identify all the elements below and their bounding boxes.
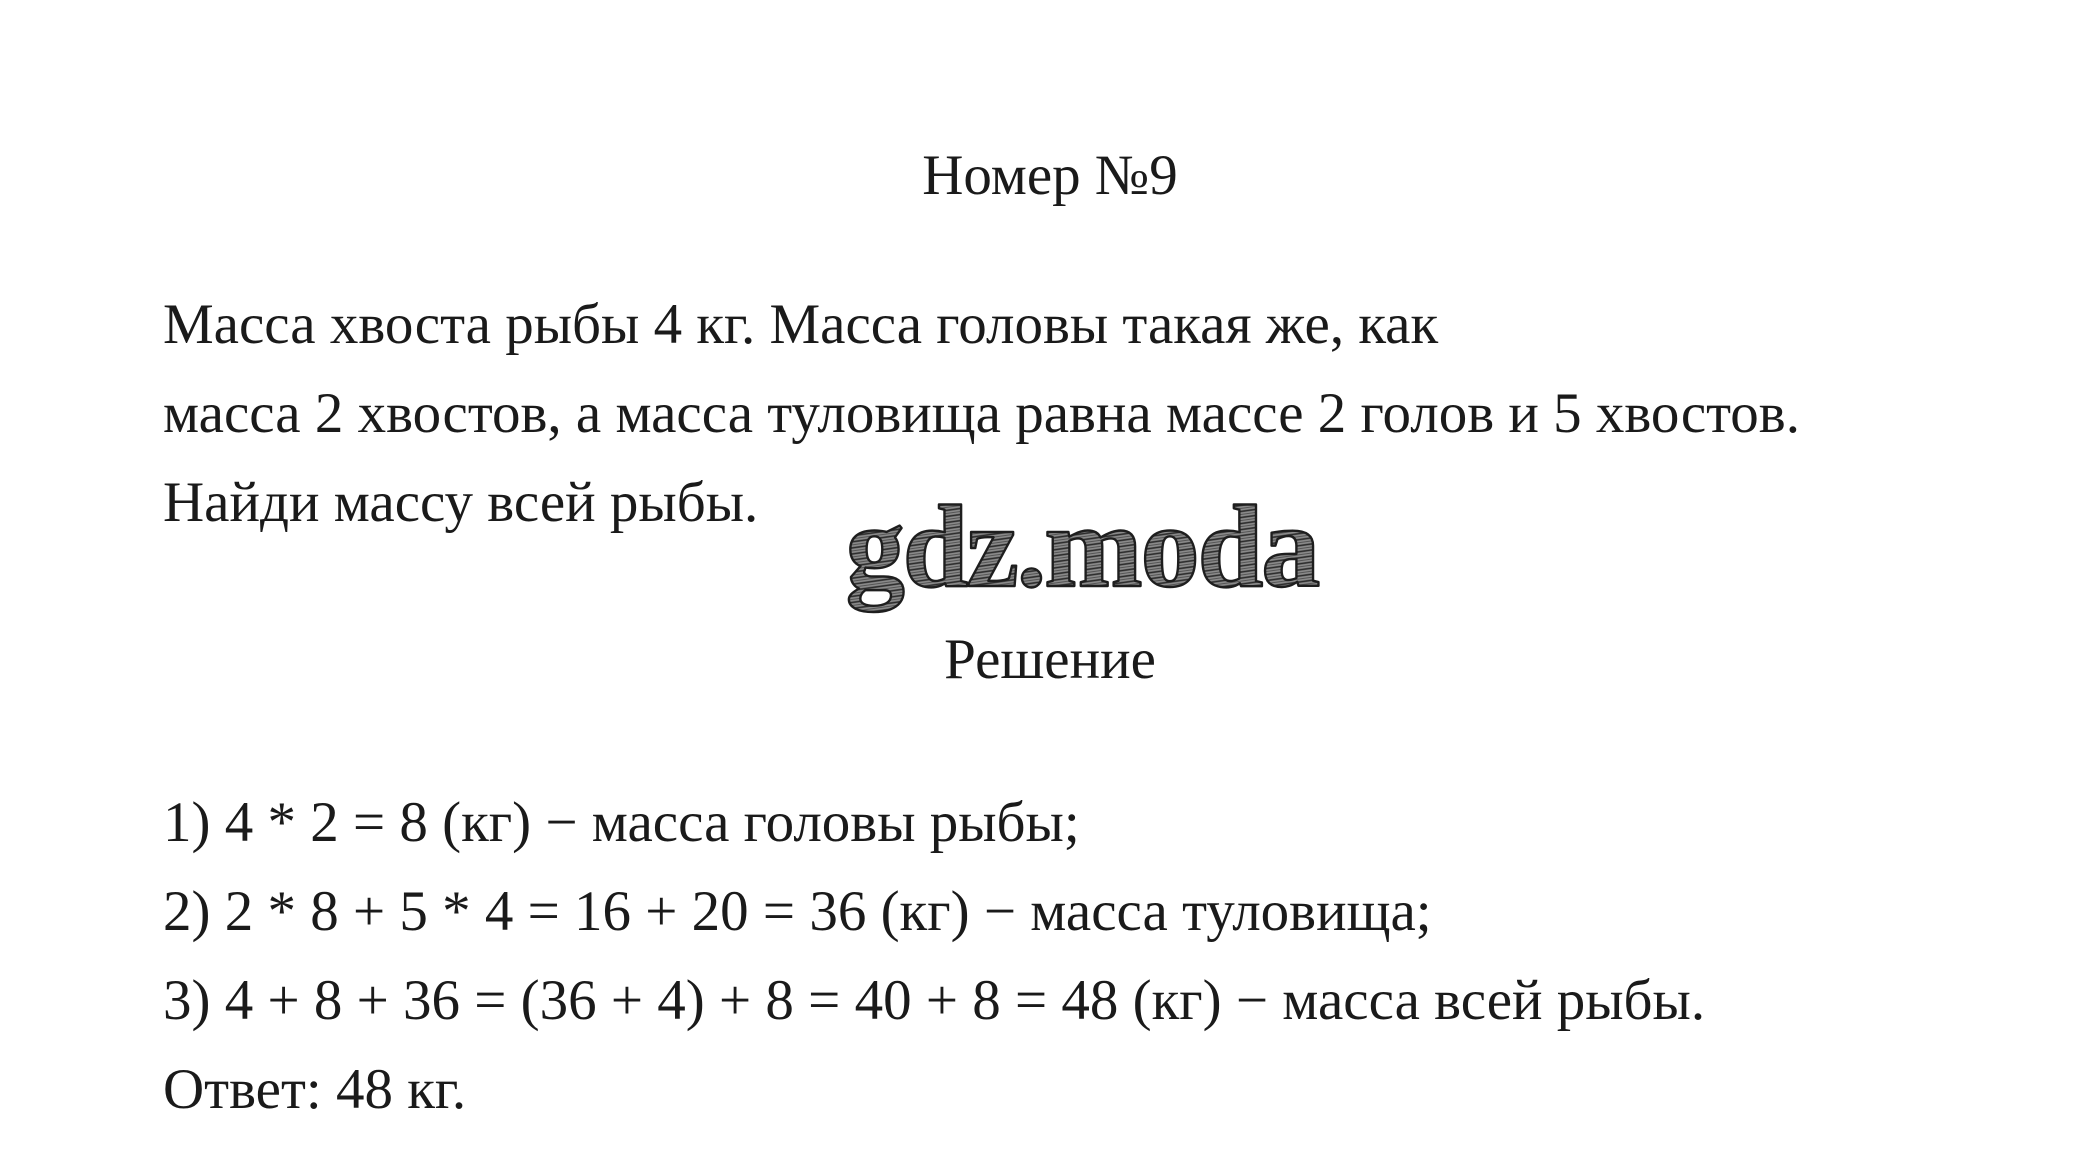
solution-step-2: 2) 2 * 8 + 5 * 4 = 16 + 20 = 36 (кг) − масса туловища; xyxy=(163,880,1432,943)
answer-line: Ответ: 48 кг. xyxy=(163,1058,467,1121)
task-text-line-1: Масса хвоста рыбы 4 кг. Масса головы такая же, как xyxy=(163,293,1439,356)
page-title: Номер №9 xyxy=(922,144,1178,207)
solution-step-1: 1) 4 * 2 = 8 (кг) − масса головы рыбы; xyxy=(163,791,1080,854)
watermark-text: gdz.moda xyxy=(845,481,1319,612)
solution-step-3: 3) 4 + 8 + 36 = (36 + 4) + 8 = 40 + 8 = 48 (кг) − масса всей рыбы. xyxy=(163,969,1706,1032)
watermark-logo xyxy=(782,478,1382,628)
task-text-line-3: Найди массу всей рыбы. xyxy=(163,471,759,534)
task-text-line-2: масса 2 хвостов, а масса туловища равна массе 2 голов и 5 хвостов. xyxy=(163,382,1800,445)
solution-heading: Решение xyxy=(944,628,1156,691)
